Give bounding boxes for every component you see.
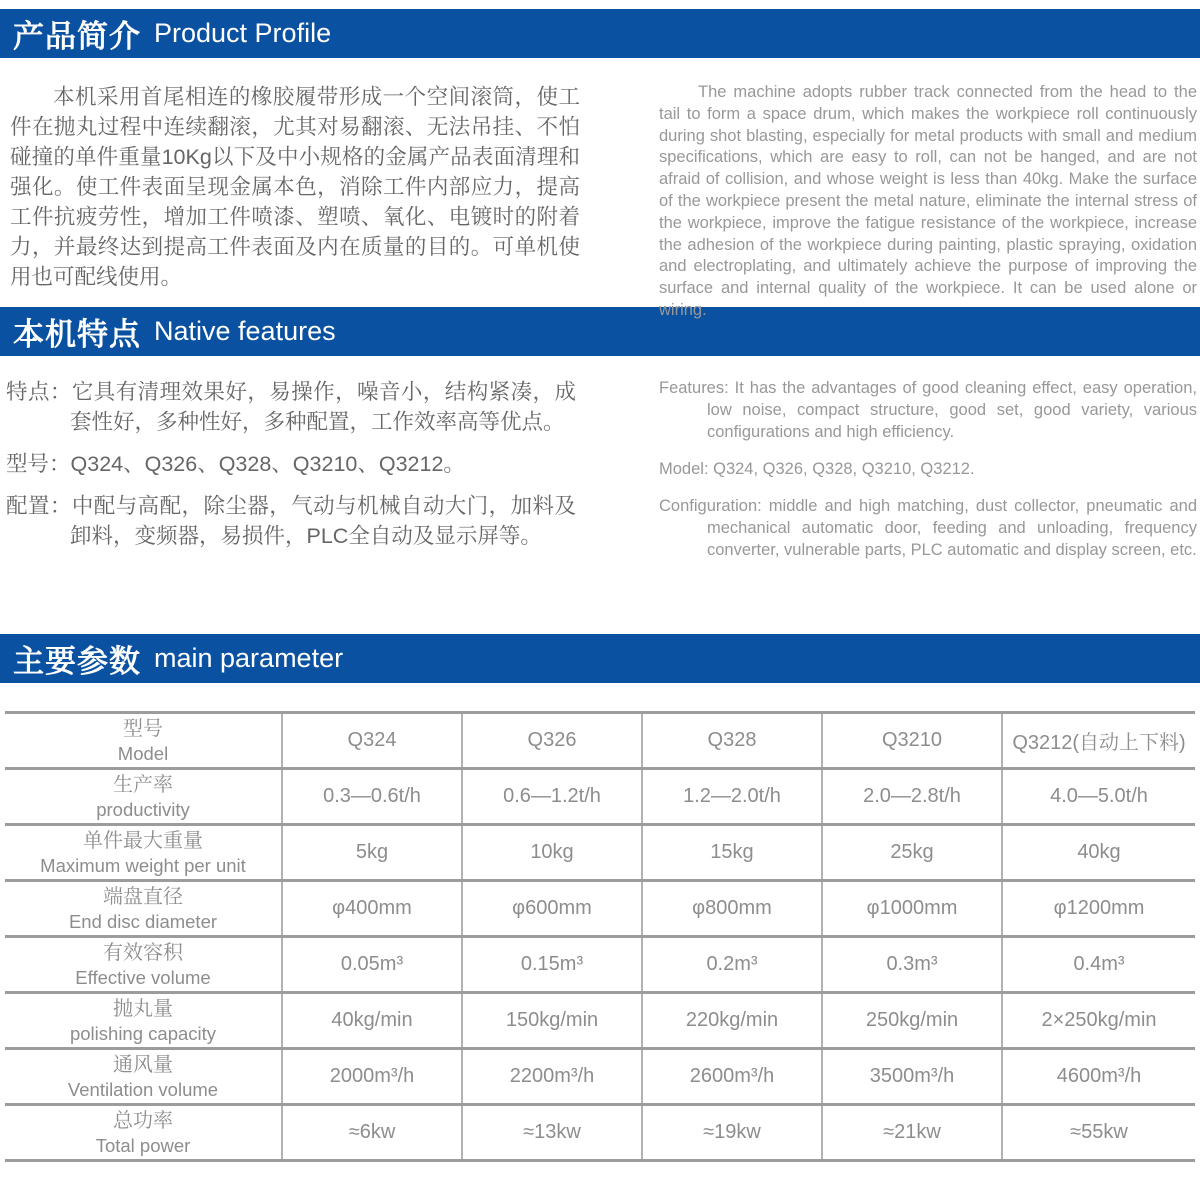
native-features-section: [0, 307, 1200, 634]
table-row-total-power: [5, 1105, 1195, 1161]
param-value-cell: 0.3—0.6t/h: [282, 769, 462, 825]
param-value-cell: 0.3m³: [822, 937, 1002, 993]
feature-item-text: Q324、Q326、Q328、Q3210、Q3212。: [70, 452, 465, 476]
param-value-cell: φ800mm: [642, 881, 822, 937]
table-row-max-weight: [5, 825, 1195, 881]
feature-item-label: Configuration:: [659, 497, 762, 515]
param-value-cell: 3500m³/h: [822, 1049, 1002, 1105]
product-profile-title-zh: 产品简介: [13, 19, 141, 54]
feature-item-en: [659, 458, 1197, 480]
param-label-cell: [5, 1049, 282, 1105]
native-features-title-zh: 本机特点: [13, 317, 141, 352]
param-value-cell: 2200m³/h: [462, 1049, 642, 1105]
param-label-en: Maximum weight per unit: [40, 854, 246, 876]
feature-item-text: middle and high matching, dust collector, pneumatic and mechanical automatic door, feeding and unloading, frequency converter, vulnerable parts, PLC automatic and display screen, etc.: [707, 497, 1197, 559]
param-label-en: polishing capacity: [69, 1022, 217, 1044]
feature-item-text: Q324, Q326, Q328, Q3210, Q3212.: [713, 460, 975, 478]
param-label-zh: 有效容积: [103, 941, 183, 964]
param-label-cell: [5, 937, 282, 993]
main-parameter-banner: [0, 634, 1200, 683]
feature-item-zh: [6, 377, 576, 437]
param-value-cell: Q326: [462, 713, 642, 769]
feature-item-text: 中配与高配，除尘器，气动与机械自动大门，加料及卸料，变频器，易损件，PLC全自动及显示屏等。: [70, 494, 576, 548]
param-label-zh: 抛丸量: [113, 997, 173, 1020]
param-value-cell: 4600m³/h: [1002, 1049, 1195, 1105]
param-label-cell: [5, 713, 282, 769]
param-value-cell: ≈21kw: [822, 1105, 1002, 1161]
feature-item-zh: [6, 491, 576, 551]
param-label-cell: [5, 1105, 282, 1161]
param-value-cell: ≈19kw: [642, 1105, 822, 1161]
product-profile-column-zh: [10, 82, 580, 307]
feature-item-zh: [6, 449, 576, 479]
param-value-cell: 25kg: [822, 825, 1002, 881]
param-value-cell: 0.4m³: [1002, 937, 1195, 993]
param-value-cell: ≈13kw: [462, 1105, 642, 1161]
param-value-cell: 4.0—5.0t/h: [1002, 769, 1195, 825]
feature-item-text: It has the advantages of good cleaning effect, easy operation, low noise, compact structure, good set, good variety, various configurations and high efficiency.: [707, 379, 1197, 441]
product-profile-column-en: [659, 82, 1197, 319]
product-profile-text-en: The machine adopts rubber track connected from the head to the tail to form a space drum, which makes the workpiece roll continuously during shot blasting, especially for metal products with small and medium specifications, which are easy to roll, can not be hanged, and are not afraid of collision, and whose weight is less than 40kg. Make the surface of the workpiece present the metal nature, eliminate the internal stress of the workpiece, improve the fatigue resistance of the workpiece, increase the adhesion of the workpiece during painting, plastic spraying, oxidation and electroplating, and ultimately achieve the purpose of improving the surface and internal quality of the workpiece. It can be used alone or wiring.: [659, 83, 1197, 319]
param-label-en: Effective volume: [75, 966, 211, 988]
param-label-zh: 端盘直径: [103, 885, 183, 908]
feature-item-label: 型号：: [6, 452, 71, 476]
product-profile-section: [0, 9, 1200, 319]
table-row-end-disc-diameter: [5, 881, 1195, 937]
param-value-cell: 2.0—2.8t/h: [822, 769, 1002, 825]
param-value-cell: 2000m³/h: [282, 1049, 462, 1105]
param-label-zh: 总功率: [113, 1109, 173, 1132]
param-value-cell: 0.2m³: [642, 937, 822, 993]
param-value-cell: φ1000mm: [822, 881, 1002, 937]
param-value-cell: φ600mm: [462, 881, 642, 937]
table-row-productivity: [5, 769, 1195, 825]
main-parameter-title-en: main parameter: [154, 643, 344, 673]
product-profile-text-zh: 本机采用首尾相连的橡胶履带形成一个空间滚筒，使工件在抛丸过程中连续翻滚，尤其对易翻滚、无法吊挂、不怕碰撞的单件重量10Kg以下及中小规格的金属产品表面清理和强化。使工件表面呈现金属本色，消除工件内部应力，提高工件抗疲劳性，增加工件喷漆、塑喷、氧化、电镀时的附着力，并最终达到提高工件表面及内在质量的目的。可单机使用也可配线使用。: [10, 85, 580, 289]
param-value-cell: 0.6—1.2t/h: [462, 769, 642, 825]
table-row-ventilation-volume: [5, 1049, 1195, 1105]
param-value-cell: Q3212(自动上下料): [1002, 713, 1195, 769]
param-value-cell: 5kg: [282, 825, 462, 881]
param-value-cell: ≈6kw: [282, 1105, 462, 1161]
native-features-column-zh: [6, 377, 576, 634]
param-value-cell: ≈55kw: [1002, 1105, 1195, 1161]
param-value-cell: 10kg: [462, 825, 642, 881]
param-value-cell: 150kg/min: [462, 993, 642, 1049]
param-label-cell: [5, 769, 282, 825]
param-label-cell: [5, 993, 282, 1049]
feature-item-en: [659, 377, 1197, 443]
param-label-en: productivity: [96, 798, 190, 820]
param-value-cell: 220kg/min: [642, 993, 822, 1049]
param-value-cell: 1.2—2.0t/h: [642, 769, 822, 825]
feature-item-label: Model:: [659, 460, 709, 478]
param-value-cell: 2×250kg/min: [1002, 993, 1195, 1049]
product-profile-banner: [0, 9, 1200, 58]
feature-item-label: 特点：: [6, 380, 72, 404]
table-row-effective-volume: [5, 937, 1195, 993]
table-row-model: [5, 713, 1195, 769]
param-label-zh: 型号: [123, 717, 163, 740]
param-value-cell: 0.05m³: [282, 937, 462, 993]
param-value-cell: 250kg/min: [822, 993, 1002, 1049]
param-label-en: End disc diameter: [68, 910, 218, 932]
param-label-en: Model: [117, 742, 169, 764]
param-label-en: Total power: [95, 1134, 191, 1156]
param-label-en: Ventilation volume: [67, 1078, 219, 1100]
main-parameter-section: [0, 634, 1200, 1162]
param-value-cell: φ400mm: [282, 881, 462, 937]
param-label-zh: 单件最大重量: [83, 829, 203, 852]
param-value-cell: φ1200mm: [1002, 881, 1195, 937]
param-label-cell: [5, 825, 282, 881]
feature-item-label: 配置：: [6, 494, 72, 518]
product-profile-body: [0, 58, 1200, 319]
param-value-cell: Q324: [282, 713, 462, 769]
param-value-cell: 15kg: [642, 825, 822, 881]
param-label-zh: 通风量: [113, 1053, 173, 1076]
feature-item-label: Features:: [659, 379, 729, 397]
native-features-body: [0, 356, 1200, 634]
product-profile-title-en: Product Profile: [154, 18, 332, 48]
native-features-title-en: Native features: [154, 316, 336, 346]
param-value-cell: 0.15m³: [462, 937, 642, 993]
param-value-cell: 2600m³/h: [642, 1049, 822, 1105]
main-parameter-title-zh: 主要参数: [13, 644, 141, 679]
param-value-cell: 40kg/min: [282, 993, 462, 1049]
table-row-polishing-capacity: [5, 993, 1195, 1049]
native-features-column-en: [659, 377, 1197, 634]
param-label-cell: [5, 881, 282, 937]
param-value-cell: Q328: [642, 713, 822, 769]
param-value-cell: 40kg: [1002, 825, 1195, 881]
param-label-zh: 生产率: [113, 773, 173, 796]
param-value-cell: Q3210: [822, 713, 1002, 769]
feature-item-text: 它具有清理效果好，易操作，噪音小，结构紧凑，成套性好，多种性好，多种配置，工作效率高等优点。: [70, 380, 576, 434]
parameters-table: [5, 711, 1195, 1162]
feature-item-en: [659, 495, 1197, 561]
